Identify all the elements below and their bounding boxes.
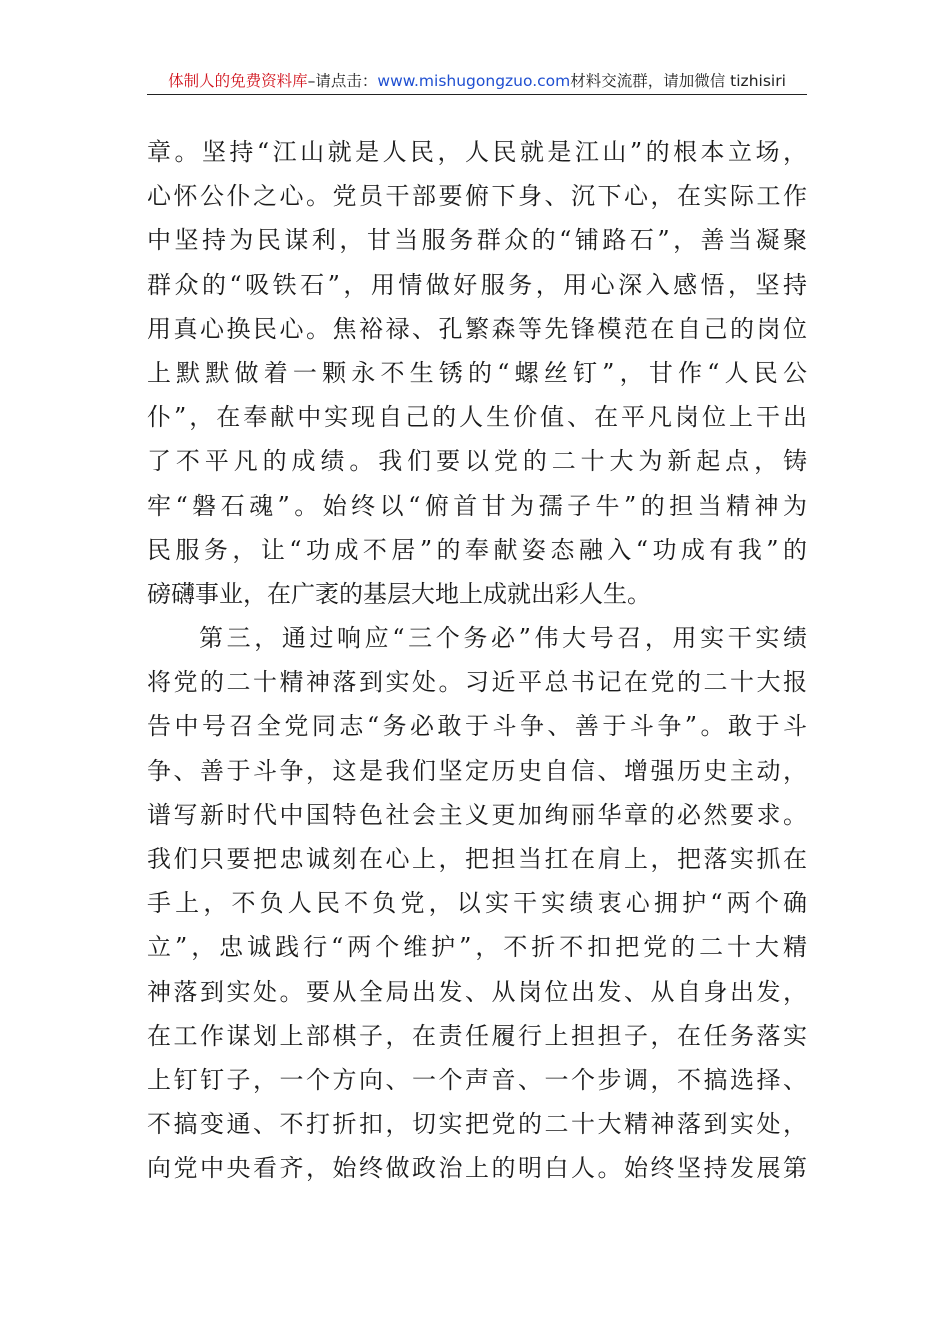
document-body: [147, 130, 807, 1191]
body-line: 了不平凡的成绩。我们要以党的二十大为新起点，铸: [147, 447, 807, 476]
body-line: 向党中央看齐，始终做政治上的明白人。始终坚持发展第: [147, 1154, 807, 1183]
body-line: 我们只要把忠诚刻在心上，把担当扛在肩上，把落实抓在: [147, 845, 807, 873]
body-line: 将党的二十精神落到实处。习近平总书记在党的二十大报: [147, 668, 807, 697]
body-line: 用真心换民心。焦裕禄、孔繁森等先锋模范在自己的岗位: [147, 314, 807, 343]
paragraph-start-line: 第三，通过响应“三个务必”伟大号召，用实干实绩: [199, 624, 807, 653]
body-line: 神落到实处。要从全局出发、从岗位出发、从自身出发，: [147, 977, 807, 1006]
body-line: 民服务，让“功成不居”的奉献姿态融入“功成有我”的: [147, 535, 807, 564]
body-line: 上默默做着一颗永不生锈的“螺丝钉”，甘作“人民公: [147, 358, 807, 387]
body-line: 立”，忠诚践行“两个维护”，不折不扣把党的二十大精: [147, 933, 807, 962]
header-click-label: –请点击：: [307, 72, 378, 90]
body-line: 在工作谋划上部棋子，在责任履行上担担子，在任务落实: [147, 1021, 807, 1050]
body-line: 不搞变通、不打折扣，切实把党的二十大精神落到实处，: [147, 1110, 807, 1139]
paragraph-end-line: 磅礴事业，在广袤的基层大地上成就出彩人生。: [147, 579, 651, 608]
body-line: 谱写新时代中国特色社会主义更加绚丽华章的必然要求。: [147, 800, 807, 829]
body-line: 中坚持为民谋利，甘当服务群众的“铺路石”，善当凝聚: [147, 226, 807, 255]
header-brand: 体制人的免费资料库: [168, 72, 308, 90]
body-line: 群众的“吸铁石”，用情做好服务，用心深入感悟，坚持: [147, 270, 807, 299]
body-line: 仆”，在奉献中实现自己的人生价值、在平凡岗位上干出: [147, 403, 807, 432]
body-line: 章。坚持“江山就是人民，人民就是江山”的根本立场，: [147, 138, 807, 166]
body-line: 争、善于斗争，这是我们坚定历史自信、增强历史主动，: [147, 756, 807, 785]
page-header: [147, 68, 807, 95]
body-line: 心怀公仆之心。党员干部要俯下身、沉下心，在实际工作: [147, 182, 807, 211]
header-tail: 材料交流群，请加微信 tizhisiri: [570, 72, 786, 90]
body-line: 牢“磐石魂”。始终以“俯首甘为孺子牛”的担当精神为: [147, 491, 807, 520]
body-line: 上钉钉子，一个方向、一个声音、一个步调，不搞选择、: [147, 1065, 807, 1094]
body-line: 告中号召全党同志“务必敢于斗争、善于斗争”。敢于斗: [147, 712, 807, 741]
body-line: 手上，不负人民不负党，以实干实绩衷心拥护“两个确: [147, 889, 807, 918]
header-url-link[interactable]: www.mishugongzuo.com: [377, 72, 571, 90]
